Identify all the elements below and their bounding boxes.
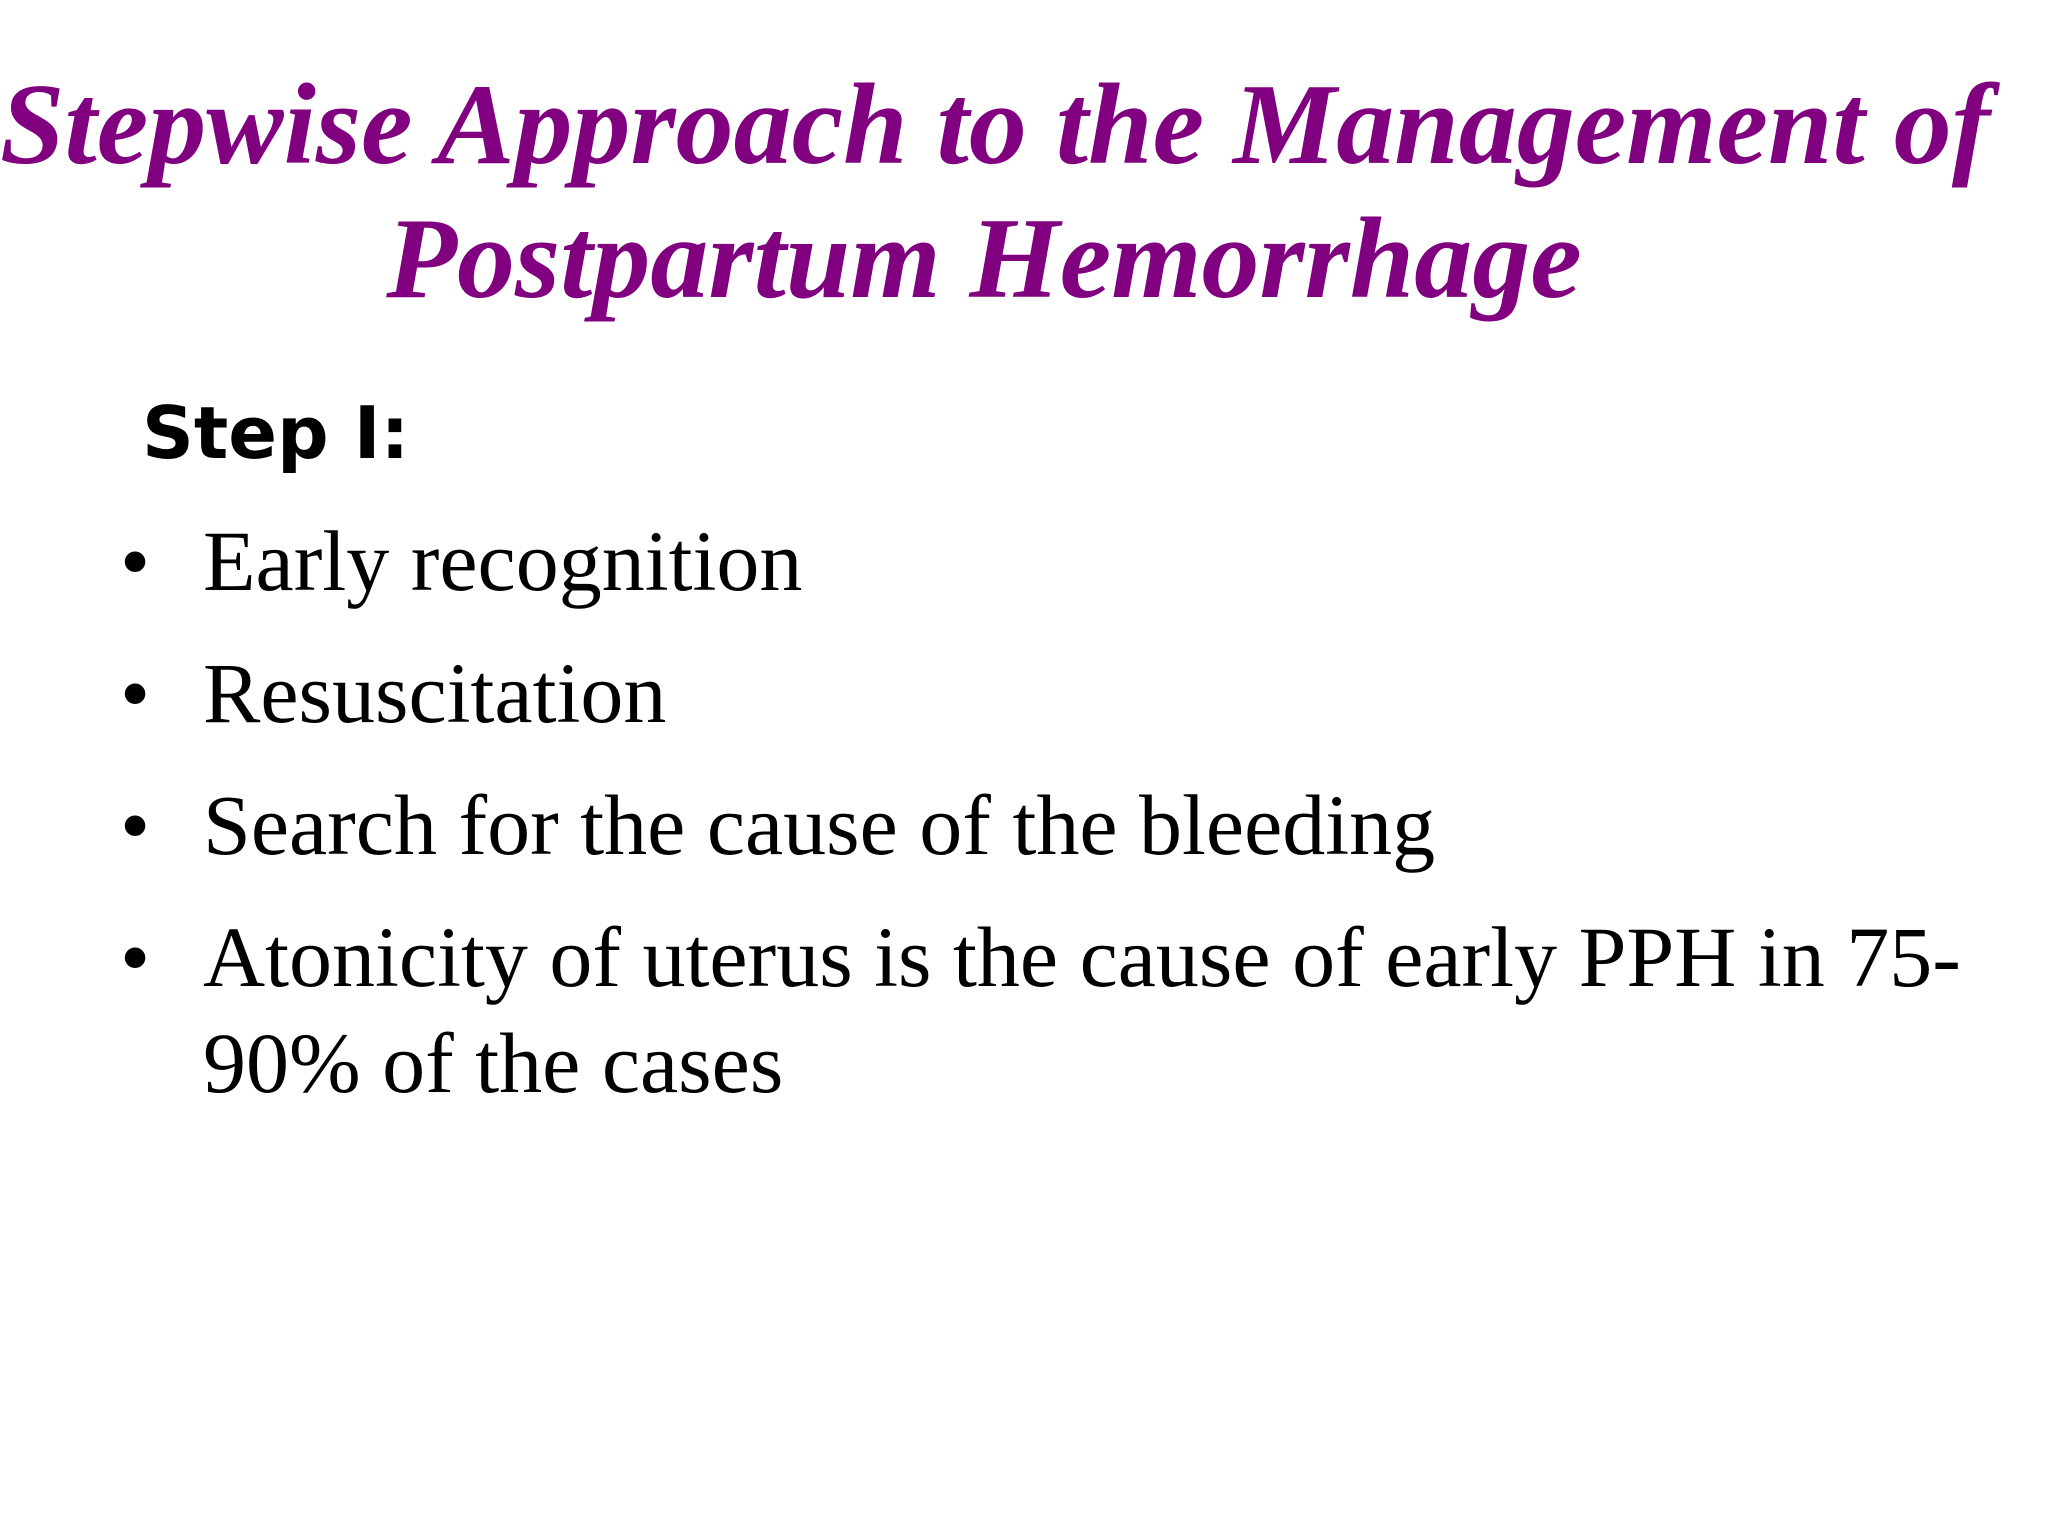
- bullet-text: Early recognition: [203, 513, 803, 609]
- bullet-text: Resuscitation: [203, 645, 667, 741]
- bullet-item: [120, 904, 1980, 1116]
- bullet-text: Search for the cause of the bleeding: [203, 777, 1436, 873]
- bullet-icon: •: [120, 513, 151, 609]
- bullet-icon: •: [120, 645, 151, 741]
- slide-title: [0, 58, 1991, 326]
- bullet-list: [120, 508, 1980, 1142]
- bullet-icon: •: [120, 909, 151, 1005]
- bullet-text: Atonicity of uterus is the cause of early PPH in 75-90% of the cases: [203, 909, 1961, 1111]
- bullet-item: [120, 640, 1980, 746]
- bullet-item: [120, 772, 1980, 878]
- step-heading: Step I:: [142, 391, 410, 475]
- bullet-item: [120, 508, 1980, 614]
- title-line-2: Postpartum Hemorrhage: [386, 195, 1582, 323]
- bullet-icon: •: [120, 777, 151, 873]
- title-line-1: Stepwise Approach to the Management of: [0, 61, 1991, 189]
